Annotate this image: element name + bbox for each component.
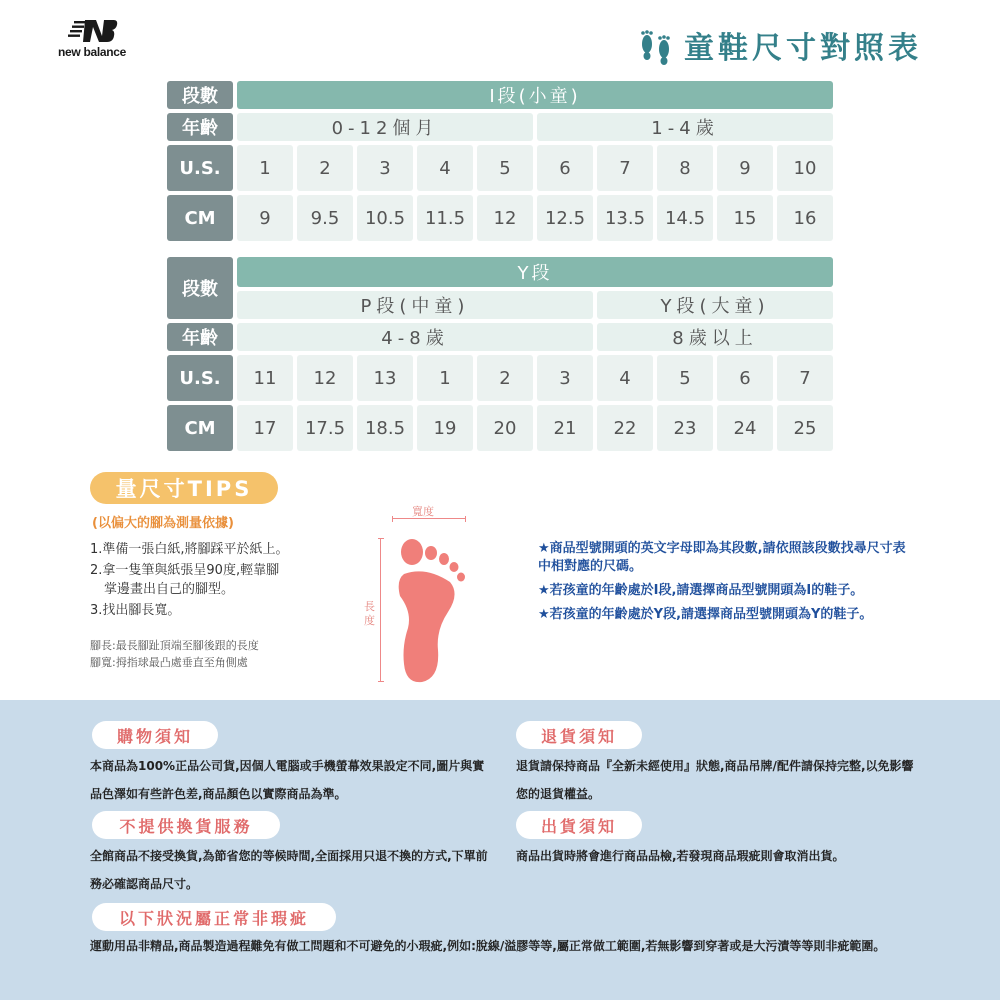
step-item: 2.拿一隻筆與紙張呈90度,輕靠腳 bbox=[90, 563, 280, 578]
cm-size-cell: 15 bbox=[717, 195, 773, 241]
row-header-age: 年齡 bbox=[167, 323, 233, 351]
step-item: 3.找出腳長寬。 bbox=[90, 603, 181, 618]
us-size-cell: 3 bbox=[537, 355, 593, 401]
row-header-age: 年齡 bbox=[167, 113, 233, 141]
cm-size-cell: 14.5 bbox=[657, 195, 713, 241]
no-exchange-text: 全館商品不接受換貨,為節省您的等候時間,全面採用只退不換的方式,下單前務必確認商品尺寸。 bbox=[90, 849, 488, 891]
nb-logo-icon bbox=[66, 18, 118, 44]
tips-title: 量尺寸TIPS bbox=[90, 472, 278, 504]
age-range-cell: 4-8歲 bbox=[237, 323, 593, 351]
us-size-cell: 7 bbox=[597, 145, 653, 191]
shopping-notice-text: 本商品為100%正品公司貨,因個人電腦或手機螢幕效果設定不同,圖片與實品色澤如有些許色差,商品顏色以實際商品為準。 bbox=[90, 759, 485, 801]
row-header-cm: CM bbox=[167, 405, 233, 451]
measure-notes bbox=[90, 637, 360, 671]
cm-size-cell: 17.5 bbox=[297, 405, 353, 451]
title-text: 童鞋尺寸對照表 bbox=[684, 31, 922, 66]
shipping-notice-text: 商品出貨時將會進行商品品檢,若發現商品瑕疵則會取消出貨。 bbox=[516, 849, 845, 863]
row-header-us: U.S. bbox=[167, 355, 233, 401]
stage-guide-notes bbox=[538, 540, 918, 630]
us-size-cell: 12 bbox=[297, 355, 353, 401]
substage-cell: Y段(大童) bbox=[597, 291, 833, 319]
age-range-cell: 1-4歲 bbox=[537, 113, 833, 141]
us-size-cell: 10 bbox=[777, 145, 833, 191]
step-item: 掌邊畫出自己的腳型。 bbox=[104, 582, 235, 597]
us-size-cell: 4 bbox=[597, 355, 653, 401]
length-label: 長度 bbox=[364, 600, 375, 627]
page-title bbox=[636, 20, 922, 70]
cm-size-cell: 17 bbox=[237, 405, 293, 451]
guide-note: ★若孩童的年齡處於I段,請選擇商品型號開頭為I的鞋子。 bbox=[538, 583, 864, 598]
cm-size-cell: 9.5 bbox=[297, 195, 353, 241]
defects-text: 運動用品非精品,商品製造過程難免有做工問題和不可避免的小瑕疵,例如:脫線/溢膠等等,屬正常做工範圍,若無影響到穿著或是大污漬等等則非疵範圍。 bbox=[90, 939, 886, 953]
row-header-stage: 段數 bbox=[167, 257, 233, 319]
cm-size-cell: 21 bbox=[537, 405, 593, 451]
us-size-cell: 7 bbox=[777, 355, 833, 401]
us-size-cell: 5 bbox=[657, 355, 713, 401]
returns-notice-text: 退貨請保持商品『全新未經使用』狀態,商品吊牌/配件請保持完整,以免影響您的退貨權益。 bbox=[516, 759, 914, 801]
substage-cell: P段(中童) bbox=[237, 291, 593, 319]
step-item: 1.準備一張白紙,將腳踩平於紙上。 bbox=[90, 542, 289, 557]
cm-size-cell: 10.5 bbox=[357, 195, 413, 241]
age-range-cell: 0-12個月 bbox=[237, 113, 533, 141]
cm-size-cell: 19 bbox=[417, 405, 473, 451]
cm-size-cell: 23 bbox=[657, 405, 713, 451]
cm-size-cell: 13.5 bbox=[597, 195, 653, 241]
note-length: 腳長:最長腳趾頂端至腳後跟的長度 bbox=[90, 639, 259, 652]
us-size-cell: 6 bbox=[717, 355, 773, 401]
cm-size-cell: 12 bbox=[477, 195, 533, 241]
cm-size-cell: 25 bbox=[777, 405, 833, 451]
cm-size-cell: 16 bbox=[777, 195, 833, 241]
us-size-cell: 8 bbox=[657, 145, 713, 191]
guide-note: ★若孩童的年齡處於Y段,請選擇商品型號開頭為Y的鞋子。 bbox=[538, 607, 873, 622]
cm-size-cell: 12.5 bbox=[537, 195, 593, 241]
us-size-cell: 1 bbox=[417, 355, 473, 401]
policy-section bbox=[0, 700, 1000, 1000]
us-size-cell: 13 bbox=[357, 355, 413, 401]
footprints-icon bbox=[636, 24, 678, 66]
stage-header: Y段 bbox=[237, 257, 833, 287]
guide-note: ★商品型號開頭的英文字母即為其段數,請依照該段數找尋尺寸表中相對應的尺碼。 bbox=[538, 541, 906, 574]
note-width: 腳寬:拇指球最凸處垂直至角側處 bbox=[90, 656, 248, 669]
us-size-cell: 6 bbox=[537, 145, 593, 191]
cm-size-cell: 22 bbox=[597, 405, 653, 451]
us-size-cell: 5 bbox=[477, 145, 533, 191]
stage-header: I段(小童) bbox=[237, 81, 833, 109]
us-size-cell: 2 bbox=[297, 145, 353, 191]
us-size-cell: 2 bbox=[477, 355, 533, 401]
length-ruler bbox=[378, 538, 384, 682]
us-size-cell: 11 bbox=[237, 355, 293, 401]
foot-illustration-icon bbox=[390, 538, 470, 684]
us-size-cell: 4 bbox=[417, 145, 473, 191]
size-table-y bbox=[167, 257, 833, 451]
age-range-cell: 8歲以上 bbox=[597, 323, 833, 351]
tips-subtitle: (以偏大的腳為測量依據) bbox=[92, 516, 234, 531]
shipping-notice-title: 出貨須知 bbox=[516, 811, 642, 839]
cm-size-cell: 18.5 bbox=[357, 405, 413, 451]
measure-steps bbox=[90, 540, 360, 622]
row-header-cm: CM bbox=[167, 195, 233, 241]
us-size-cell: 1 bbox=[237, 145, 293, 191]
width-label: 寬度 bbox=[412, 505, 434, 518]
cm-size-cell: 24 bbox=[717, 405, 773, 451]
no-exchange-title: 不提供換貨服務 bbox=[92, 811, 280, 839]
row-header-us: U.S. bbox=[167, 145, 233, 191]
cm-size-cell: 20 bbox=[477, 405, 533, 451]
us-size-cell: 3 bbox=[357, 145, 413, 191]
defects-title: 以下狀況屬正常非瑕疵 bbox=[92, 903, 336, 931]
cm-size-cell: 9 bbox=[237, 195, 293, 241]
returns-notice-title: 退貨須知 bbox=[516, 721, 642, 749]
width-ruler bbox=[392, 516, 466, 522]
row-header-stage: 段數 bbox=[167, 81, 233, 109]
size-table-i bbox=[167, 81, 833, 241]
shopping-notice-title: 購物須知 bbox=[92, 721, 218, 749]
logo-text: new balance bbox=[57, 45, 127, 59]
cm-size-cell: 11.5 bbox=[417, 195, 473, 241]
us-size-cell: 9 bbox=[717, 145, 773, 191]
new-balance-logo bbox=[52, 18, 132, 66]
